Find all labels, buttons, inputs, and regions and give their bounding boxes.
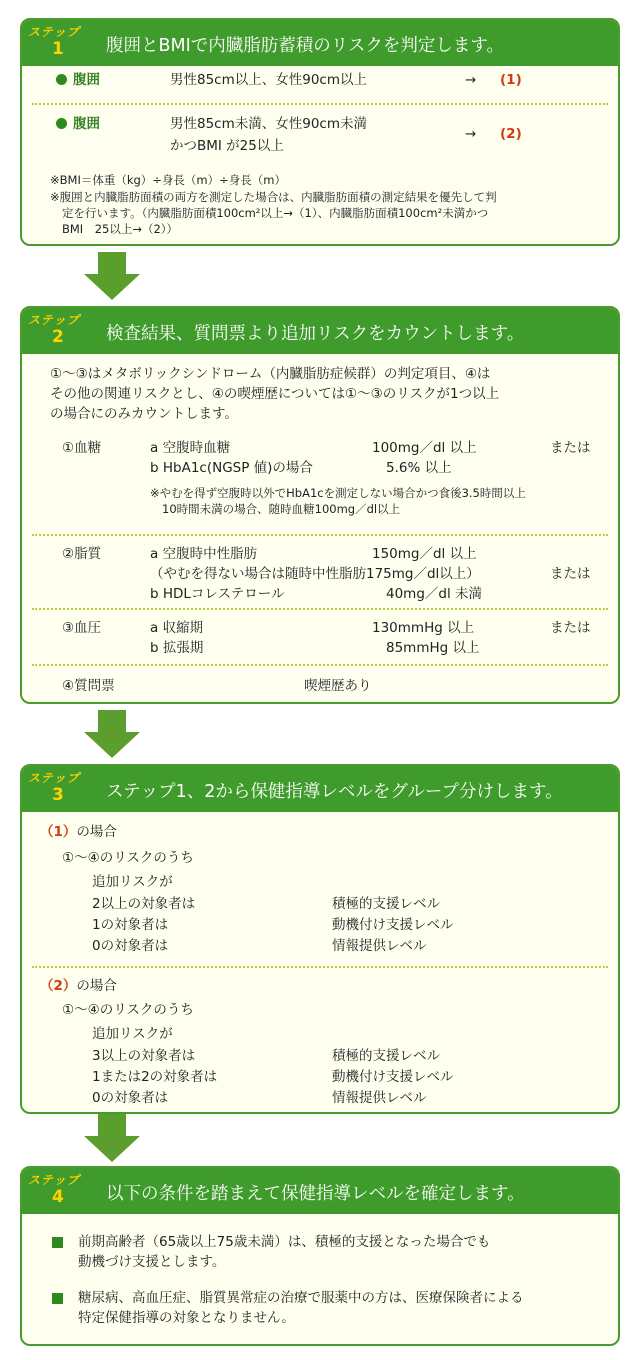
step1-row2-arrow: → <box>465 126 477 142</box>
down-arrow-icon <box>84 710 140 758</box>
divider <box>32 966 608 968</box>
case2-sub: ①～④のリスクのうち <box>62 1002 194 1018</box>
case2-row2-who: 1または2の対象者は <box>92 1069 218 1085</box>
glucose-b-value: 5.6% 以上 <box>386 460 452 476</box>
case1-row2-who: 1の対象者は <box>92 917 169 933</box>
step2-intro-3: の場合にのみカウントします。 <box>50 406 238 422</box>
square-bullet-icon <box>52 1293 63 1304</box>
step1-note-visceral-2: 定を行います。（内臓脂肪面積100cm²以上→（1）、内臓脂肪面積100cm²未満かつ <box>62 206 489 220</box>
case2-row1-who: 3以上の対象者は <box>92 1048 196 1064</box>
bullet-dot-icon <box>56 74 67 85</box>
case2-row3-who: 0の対象者は <box>92 1090 169 1106</box>
step1-note-visceral-3: BMI 25以上→（2）） <box>62 222 179 236</box>
glucose-note-1: ※やむを得ず空腹時以外でHbA1cを測定しない場合かつ食後3.5時間以上 <box>150 486 526 500</box>
case1-sub2: 追加リスクが <box>92 874 173 890</box>
questionnaire-label: ④質問票 <box>62 678 115 694</box>
step2-title: 検査結果、質問票より追加リスクをカウントします。 <box>106 324 525 344</box>
step4-badge-number: 4 <box>52 1187 64 1207</box>
bp-label: ③血圧 <box>62 620 102 636</box>
step1-row1-condition: 男性85cm以上、女性90cm以上 <box>170 72 368 88</box>
step1-row1-arrow: → <box>465 72 477 88</box>
lipid-or: または <box>550 566 591 582</box>
case1-row2-level: 動機付け支援レベル <box>332 917 454 933</box>
bp-a: a 収縮期 <box>150 620 204 636</box>
step3-badge-label: ステップ <box>28 771 80 785</box>
bp-b: b 拡張期 <box>150 640 204 656</box>
square-bullet-icon <box>52 1237 63 1248</box>
step1-badge-number: 1 <box>52 39 64 59</box>
questionnaire-value: 喫煙歴あり <box>304 678 372 694</box>
step1-row2-result: (2) <box>500 126 522 142</box>
step1-row2-condition1: 男性85cm未満、女性90cm未満 <box>170 116 368 132</box>
case1-heading: （1）の場合 <box>40 824 117 840</box>
step3-title: ステップ1、2から保健指導レベルをグループ分けします。 <box>106 782 563 802</box>
bp-a-value: 130mmHg 以上 <box>372 620 475 636</box>
divider <box>32 103 608 105</box>
lipid-label: ②脂質 <box>62 546 102 562</box>
step3-card <box>20 764 620 1114</box>
down-arrow-icon <box>84 252 140 300</box>
step4-badge-label: ステップ <box>28 1173 80 1187</box>
step1-note-bmi: ※BMI＝体重（kg）÷身長（m）÷身長（m） <box>50 173 286 187</box>
lipid-a: a 空腹時中性脂肪 <box>150 546 258 562</box>
glucose-b: b HbA1c(NGSP 値)の場合 <box>150 460 313 476</box>
step1-row2-condition2: かつBMI が25以上 <box>170 138 284 154</box>
glucose-note-2: 10時間未満の場合、随時血糖100mg／dl以上 <box>162 502 401 516</box>
step1-header <box>22 20 618 66</box>
bp-or: または <box>550 620 591 636</box>
step3-header <box>22 766 618 812</box>
step2-badge-number: 2 <box>52 327 64 347</box>
step1-title: 腹囲とBMIで内臓脂肪蓄積のリスクを判定します。 <box>106 36 505 56</box>
lipid-a-note: （やむを得ない場合は随時中性脂肪175mg／dl以上） <box>150 566 480 582</box>
glucose-a: a 空腹時血糖 <box>150 440 231 456</box>
case1-sub: ①～④のリスクのうち <box>62 850 194 866</box>
lipid-b: b HDLコレステロール <box>150 586 285 602</box>
step4-header <box>22 1168 618 1214</box>
case2-row3-level: 情報提供レベル <box>332 1090 427 1106</box>
step1-card <box>20 18 620 246</box>
step1-badge-label: ステップ <box>28 25 80 39</box>
case2-heading: （2）の場合 <box>40 978 117 994</box>
case1-row1-level: 積極的支援レベル <box>332 896 440 912</box>
step4-title: 以下の条件を踏まえて保健指導レベルを確定します。 <box>106 1184 525 1204</box>
step4-item1-line2: 動機づけ支援とします。 <box>78 1254 226 1270</box>
step2-badge-label: ステップ <box>28 313 80 327</box>
step3-badge-number: 3 <box>52 785 64 805</box>
step1-note-visceral-1: ※腹囲と内臓脂肪面積の両方を測定した場合は、内臓脂肪面積の測定結果を優先して判 <box>50 190 497 204</box>
lipid-b-value: 40mg／dl 未満 <box>386 586 483 602</box>
step2-intro-1: ①～③はメタボリックシンドローム（内臓脂肪症候群）の判定項目、④は <box>50 366 491 382</box>
divider <box>32 664 608 666</box>
step4-item2-line2: 特定保健指導の対象となりません。 <box>78 1310 295 1326</box>
case2-row1-level: 積極的支援レベル <box>332 1048 440 1064</box>
lipid-a-value: 150mg／dl 以上 <box>372 546 477 562</box>
case1-row3-level: 情報提供レベル <box>332 938 427 954</box>
step2-header <box>22 308 618 354</box>
step1-row1-result: (1) <box>500 72 522 88</box>
case2-row2-level: 動機付け支援レベル <box>332 1069 454 1085</box>
step4-item1-line1: 前期高齢者（65歳以上75歳未満）は、積極的支援となった場合でも <box>78 1234 491 1250</box>
bp-b-value: 85mmHg 以上 <box>386 640 480 656</box>
case2-sub2: 追加リスクが <box>92 1026 173 1042</box>
divider <box>32 534 608 536</box>
step2-card <box>20 306 620 704</box>
divider <box>32 608 608 610</box>
glucose-a-value: 100mg／dl 以上 <box>372 440 477 456</box>
down-arrow-icon <box>84 1114 140 1162</box>
step2-intro-2: その他の関連リスクとし、④の喫煙歴については①～③のリスクが1つ以上 <box>50 386 500 402</box>
step1-row1-label: 腹囲 <box>56 72 100 89</box>
step4-card <box>20 1166 620 1346</box>
bullet-dot-icon <box>56 118 67 129</box>
step4-item2-line1: 糖尿病、高血圧症、脂質異常症の治療で服薬中の方は、医療保険者による <box>78 1290 524 1306</box>
glucose-label: ①血糖 <box>62 440 102 456</box>
case1-row1-who: 2以上の対象者は <box>92 896 196 912</box>
case1-row3-who: 0の対象者は <box>92 938 169 954</box>
step1-row2-label: 腹囲 <box>56 116 100 133</box>
glucose-or: または <box>550 440 591 456</box>
